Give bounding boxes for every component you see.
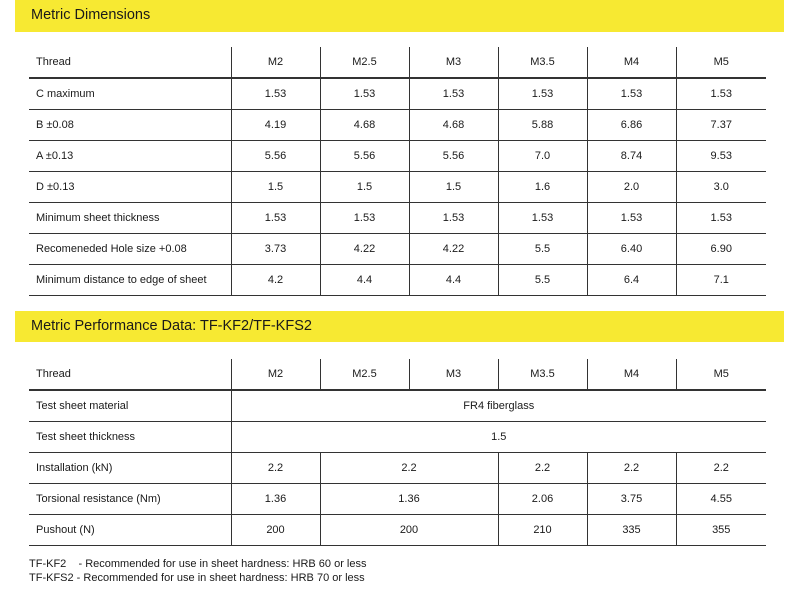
row-label: Installation (kN) (29, 453, 231, 484)
table-cell: 3.75 (587, 484, 676, 515)
column-header: M4 (587, 47, 676, 78)
table-cell: 210 (498, 515, 587, 546)
table-cell: 2.2 (676, 453, 766, 484)
column-header: M2.5 (320, 359, 409, 390)
table-cell: 4.2 (231, 265, 320, 296)
column-header: M2.5 (320, 47, 409, 78)
table-cell: 4.55 (676, 484, 766, 515)
column-header: M3.5 (498, 47, 587, 78)
performance-data-banner (15, 311, 784, 342)
table-cell: 5.56 (409, 141, 498, 172)
table-cell: 5.56 (231, 141, 320, 172)
column-header: M3 (409, 47, 498, 78)
table-cell: 1.53 (320, 78, 409, 110)
table-cell: 7.37 (676, 110, 766, 141)
table-cell: 1.5 (320, 172, 409, 203)
table-cell: 5.56 (320, 141, 409, 172)
section-title: Metric Performance Data: TF-KF2/TF-KFS2 (31, 318, 312, 334)
footnote-kf2: TF-KF2 - Recommended for use in sheet hardness: HRB 60 or less (29, 558, 367, 570)
table-cell: 2.0 (587, 172, 676, 203)
row-label: C maximum (29, 78, 231, 110)
table-row (29, 203, 766, 234)
row-label: Minimum distance to edge of sheet (29, 265, 231, 296)
table-row (29, 234, 766, 265)
table-cell: 6.90 (676, 234, 766, 265)
column-header: M2 (231, 359, 320, 390)
row-label: Pushout (N) (29, 515, 231, 546)
column-header: M3 (409, 359, 498, 390)
table-row (29, 515, 766, 546)
table-cell: 1.53 (498, 203, 587, 234)
table-row (29, 141, 766, 172)
table-cell: 1.5 (409, 172, 498, 203)
table-row (29, 265, 766, 296)
column-header: M5 (676, 47, 766, 78)
row-label: Recomeneded Hole size +0.08 (29, 234, 231, 265)
table-row (29, 453, 766, 484)
table-cell: 1.53 (231, 203, 320, 234)
row-label: D ±0.13 (29, 172, 231, 203)
table-cell: 1.53 (231, 78, 320, 110)
column-header: M2 (231, 47, 320, 78)
table-cell: 1.53 (320, 203, 409, 234)
table-cell: 2.06 (498, 484, 587, 515)
table-cell: 2.2 (231, 453, 320, 484)
table-cell: 4.4 (320, 265, 409, 296)
table-cell: 2.2 (498, 453, 587, 484)
table-header-row (29, 359, 766, 390)
row-label: Minimum sheet thickness (29, 203, 231, 234)
table-cell: 3.73 (231, 234, 320, 265)
row-label: Test sheet thickness (29, 422, 231, 453)
table-row (29, 78, 766, 110)
table-cell: 4.68 (409, 110, 498, 141)
table-cell: 5.5 (498, 265, 587, 296)
footnote-kfs2: TF-KFS2 - Recommended for use in sheet hardness: HRB 70 or less (29, 572, 365, 584)
table-cell: 200 (320, 515, 498, 546)
section-title: Metric Dimensions (31, 7, 151, 23)
table-cell: 1.6 (498, 172, 587, 203)
table-cell: 1.53 (676, 203, 766, 234)
column-header: M4 (587, 359, 676, 390)
table-cell: 2.2 (320, 453, 498, 484)
table-cell: 200 (231, 515, 320, 546)
table-row (29, 390, 766, 422)
table-row (29, 484, 766, 515)
table-cell: 1.36 (320, 484, 498, 515)
row-label: B ±0.08 (29, 110, 231, 141)
table-cell: 355 (676, 515, 766, 546)
table-cell: 8.74 (587, 141, 676, 172)
table-cell: 1.53 (587, 203, 676, 234)
column-header: Thread (29, 47, 231, 78)
table-cell: 5.88 (498, 110, 587, 141)
table-cell: 3.0 (676, 172, 766, 203)
metric-dimensions-table (29, 47, 766, 296)
table-cell: 1.53 (676, 78, 766, 110)
table-cell: 4.68 (320, 110, 409, 141)
table-cell: 7.0 (498, 141, 587, 172)
table-cell: 1.5 (231, 172, 320, 203)
row-label: Torsional resistance (Nm) (29, 484, 231, 515)
table-header-row (29, 47, 766, 78)
table-cell: 4.19 (231, 110, 320, 141)
table-cell: 9.53 (676, 141, 766, 172)
table-cell: 1.53 (498, 78, 587, 110)
column-header: Thread (29, 359, 231, 390)
table-row (29, 422, 766, 453)
table-cell: 4.22 (409, 234, 498, 265)
table-cell: 1.53 (587, 78, 676, 110)
table-cell: 1.53 (409, 203, 498, 234)
table-cell: 1.5 (231, 422, 766, 453)
column-header: M3.5 (498, 359, 587, 390)
performance-data-table (29, 359, 766, 546)
metric-dimensions-banner (15, 0, 784, 32)
row-label: A ±0.13 (29, 141, 231, 172)
table-cell: 6.40 (587, 234, 676, 265)
table-cell: 6.4 (587, 265, 676, 296)
table-cell: 1.36 (231, 484, 320, 515)
table-cell: 1.53 (409, 78, 498, 110)
table-cell: 2.2 (587, 453, 676, 484)
table-cell: 6.86 (587, 110, 676, 141)
table-row (29, 172, 766, 203)
table-cell: FR4 fiberglass (231, 390, 766, 422)
table-cell: 4.4 (409, 265, 498, 296)
table-cell: 4.22 (320, 234, 409, 265)
table-row (29, 110, 766, 141)
table-cell: 7.1 (676, 265, 766, 296)
table-cell: 335 (587, 515, 676, 546)
column-header: M5 (676, 359, 766, 390)
footnotes (29, 557, 366, 585)
row-label: Test sheet material (29, 390, 231, 422)
table-cell: 5.5 (498, 234, 587, 265)
